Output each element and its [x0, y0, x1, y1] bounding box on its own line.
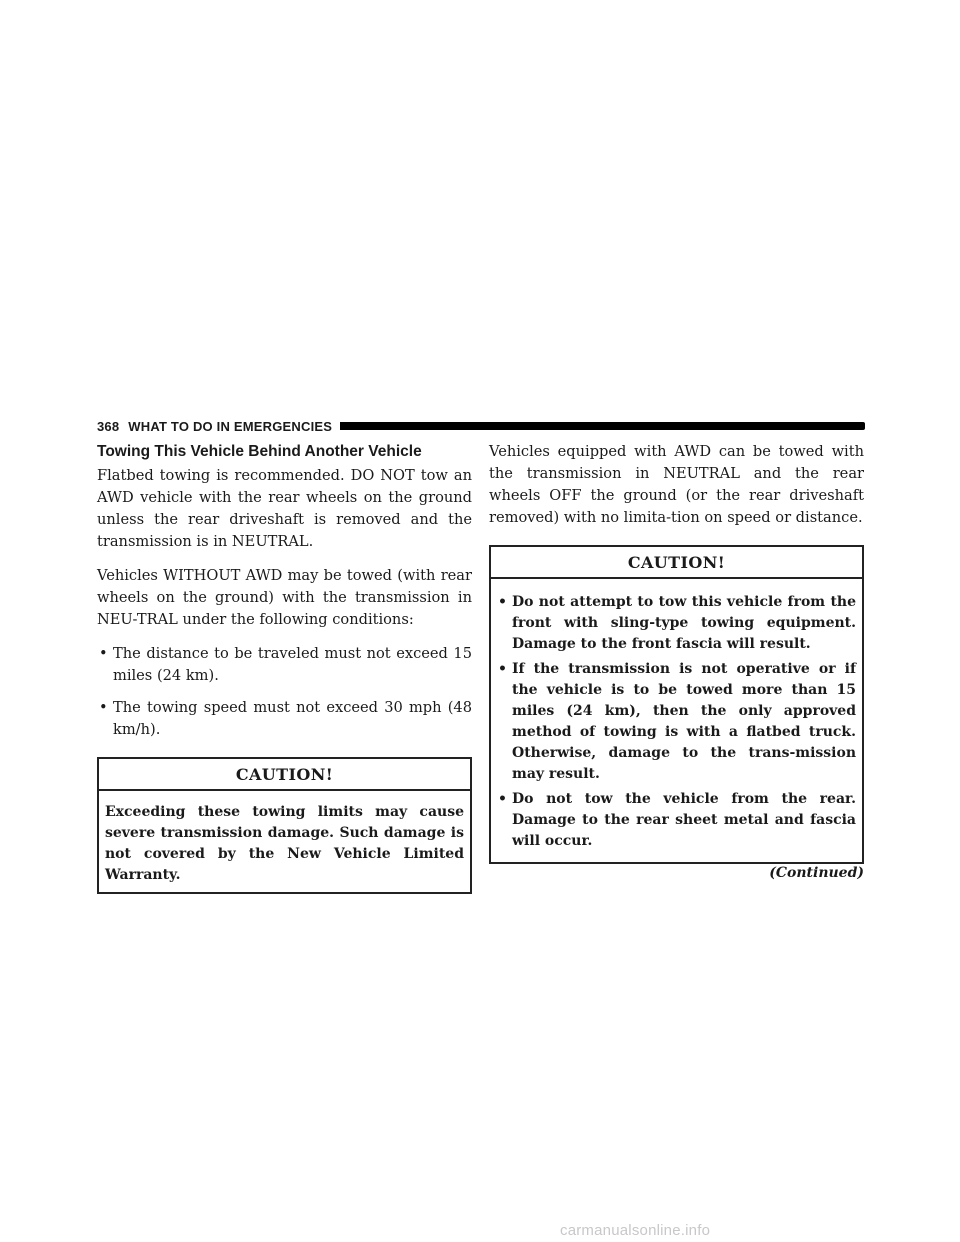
caution-list	[497, 590, 856, 852]
left-column	[97, 441, 472, 894]
caution-item	[497, 592, 856, 655]
caution-item-text: If the transmission is not operative or if the vehicle is to be towed more than 15 miles (24 km), then the only approved method of towing is with a flatbed truck. Otherwise, damage to the trans-mission may result.	[512, 661, 856, 782]
caution-text: Exceeding these towing limits may cause severe transmission damage. Such damage is not covered by the New Vehicle Limited Warranty.	[105, 804, 464, 883]
caution-body	[491, 579, 862, 862]
list-item	[97, 643, 472, 687]
bullet-icon: •	[498, 594, 507, 610]
section-heading: Towing This Vehicle Behind Another Vehicle	[97, 443, 422, 460]
bullet-icon: •	[99, 699, 108, 716]
caution-item-text: Do not attempt to tow this vehicle from the front with sling-type towing equipment. Damage to the front fascia will result.	[512, 594, 856, 652]
caution-title: CAUTION!	[491, 547, 862, 579]
continued-label: (Continued)	[769, 865, 864, 881]
paragraph-with-awd: Vehicles equipped with AWD can be towed with the transmission in NEUTRAL and the rear wheels OFF the ground (or the rear driveshaft removed) with no limita-tion on speed or distance.	[489, 443, 864, 526]
list-item-text: The towing speed must not exceed 30 mph (48 km/h).	[113, 699, 472, 738]
caution-item	[497, 789, 856, 852]
watermark: carmanualsonline.info	[560, 1222, 711, 1239]
caution-box-right	[489, 545, 864, 864]
bullet-icon: •	[498, 791, 507, 807]
page-number: 368	[97, 418, 120, 434]
list-item-text: The distance to be traveled must not exceed 15 miles (24 km).	[113, 645, 472, 684]
page-header	[97, 417, 865, 435]
caution-item-text: Do not tow the vehicle from the rear. Damage to the rear sheet metal and fascia will occur.	[512, 791, 856, 849]
caution-title: CAUTION!	[99, 759, 470, 791]
paragraph-flatbed: Flatbed towing is recommended. DO NOT tow an AWD vehicle with the rear wheels on the ground unless the rear driveshaft is removed and the transmission is in NEUTRAL.	[97, 467, 472, 550]
bullet-icon: •	[99, 645, 108, 662]
right-column	[489, 441, 864, 881]
paragraph-without-awd: Vehicles WITHOUT AWD may be towed (with rear wheels on the ground) with the transmission in NEU-TRAL under the following conditions:	[97, 567, 472, 628]
caution-box-left	[97, 757, 472, 894]
caution-item	[497, 659, 856, 785]
list-item	[97, 697, 472, 741]
bullet-icon: •	[498, 661, 507, 677]
conditions-list	[97, 643, 472, 741]
section-title: WHAT TO DO IN EMERGENCIES	[128, 418, 333, 434]
header-rule	[340, 422, 865, 430]
